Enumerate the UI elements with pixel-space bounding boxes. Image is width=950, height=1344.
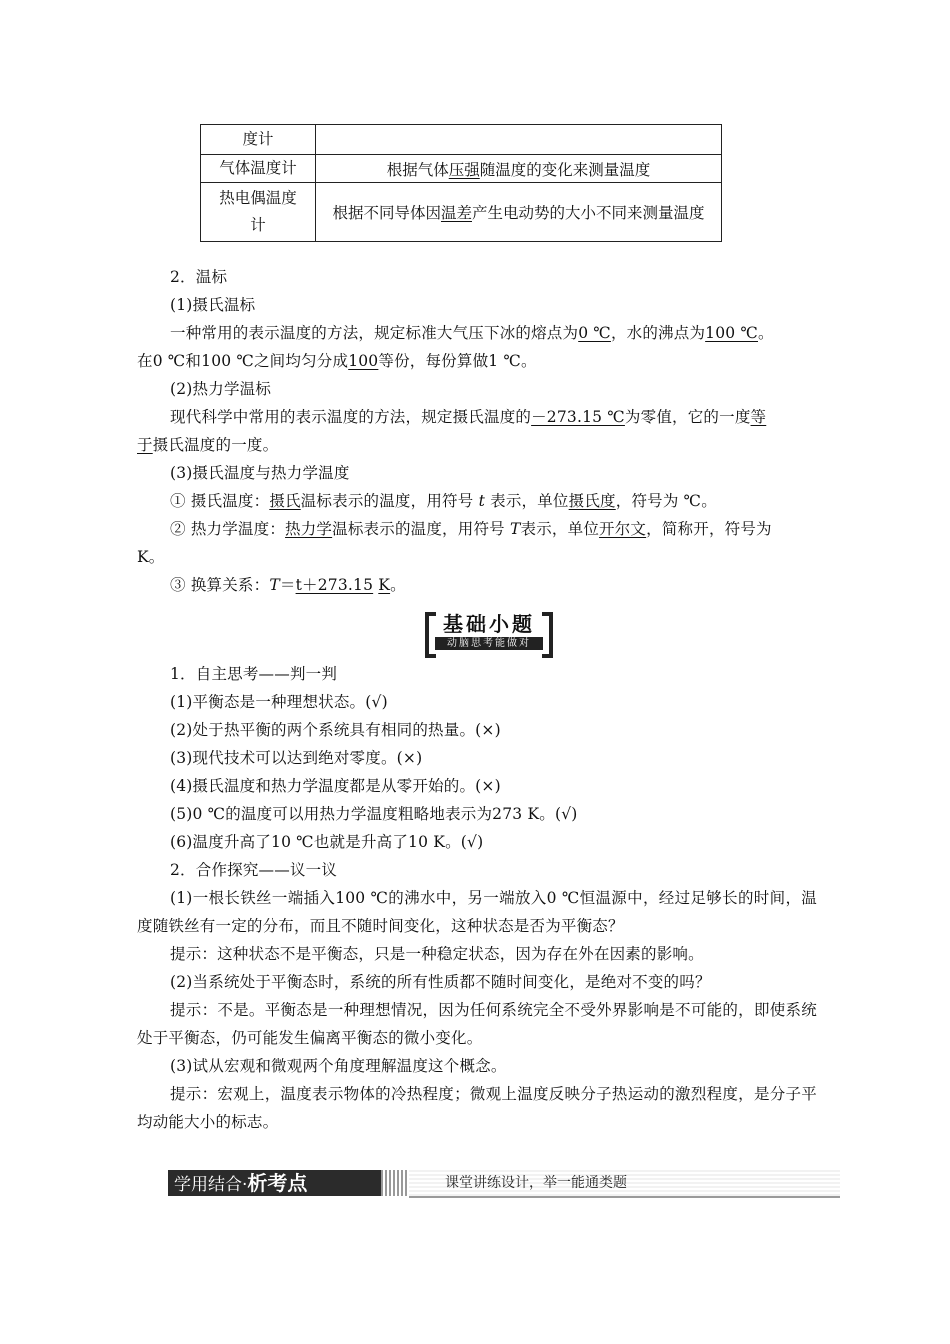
subsection-title: (1)摄氏温标 [170, 296, 256, 314]
table-cell: 根据气体压强随温度的变化来测量温度 [316, 155, 722, 183]
list-item: (6)温度升高了10 ℃也就是升高了10 K。(√) [170, 833, 484, 851]
section-heading: 2．温标 [170, 268, 228, 286]
list-item: (4)摄氏温度和热力学温度都是从零开始的。(×) [170, 777, 501, 795]
badge-title: 基础小题 [443, 612, 535, 636]
paragraph-line: ① 摄氏温度：摄氏温标表示的温度，用符号 t 表示，单位摄氏度，符号为 ℃。 [170, 492, 717, 510]
paragraph-line: 于摄氏温度的一度。 [137, 436, 279, 454]
thermometer-table [200, 124, 722, 242]
question-paragraph: (1)一根长铁丝一端插入100 ℃的沸水中，另一端放入0 ℃恒温源中，经过足够长的时间，温度随铁丝有一定的分布，而且不随时间变化，这种状态是否为平衡态？ [137, 889, 817, 935]
paragraph-line: K。 [137, 548, 165, 566]
banner-caption-area [409, 1170, 840, 1198]
formula-line: ③ 换算关系：T＝t＋273.15 K。 [170, 576, 406, 594]
table-row [201, 183, 722, 242]
paragraph-line: ② 热力学温度：热力学温标表示的温度，用符号 T表示，单位开尔文，简称开，符号为 [170, 520, 772, 538]
table-cell [316, 125, 722, 155]
banner-title: 学用结合·析考点 [168, 1170, 381, 1196]
banner-caption: 课堂讲练设计，举一能通类题 [445, 1175, 627, 1191]
question-paragraph: (3)试从宏观和微观两个角度理解温度这个概念。 [170, 1057, 507, 1075]
subsection-title: (3)摄氏温度与热力学温度 [170, 464, 350, 482]
table-cell: 气体温度计 [201, 155, 316, 183]
hint-paragraph: 提示：这种状态不是平衡态，只是一种稳定状态，因为存在外在因素的影响。 [170, 945, 704, 963]
list-item: (1)平衡态是一种理想状态。(√) [170, 693, 388, 711]
section-banner [168, 1170, 840, 1196]
subsection-title: (2)热力学温标 [170, 380, 272, 398]
hint-paragraph: 提示：不是。平衡态是一种理想情况，因为任何系统完全不受外界影响是不可能的，即使系统处于平衡态，仍可能发生偏离平衡态的微小变化。 [137, 1001, 817, 1047]
section-heading: 1．自主思考——判一判 [170, 665, 338, 683]
badge-subtitle: 动脑思考能做对 [435, 637, 543, 650]
hint-paragraph: 提示：宏观上，温度表示物体的冷热程度；微观上温度反映分子热运动的激烈程度，是分子平均动能大小的标志。 [137, 1085, 817, 1131]
bracket-right [542, 612, 553, 658]
paragraph-line: 一种常用的表示温度的方法，规定标准大气压下冰的熔点为0 ℃，水的沸点为100 ℃。 [170, 324, 774, 342]
table-cell: 热电偶温度计 [201, 183, 316, 242]
list-item: (5)0 ℃的温度可以用热力学温度粗略地表示为273 K。(√) [170, 805, 578, 823]
paragraph-line: 现代科学中常用的表示温度的方法，规定摄氏温度的－273.15 ℃为零值，它的一度等 [170, 408, 767, 426]
section-heading: 2．合作探究——议一议 [170, 861, 338, 879]
table-row [201, 125, 722, 155]
paragraph-line: 在0 ℃和100 ℃之间均匀分成100等份，每份算做1 ℃。 [137, 352, 537, 370]
question-paragraph: (2)当系统处于平衡态时，系统的所有性质都不随时间变化，是绝对不变的吗？ [170, 973, 711, 991]
table-row [201, 155, 722, 183]
table-cell: 根据不同导体因温差产生电动势的大小不同来测量温度 [316, 183, 722, 242]
list-item: (3)现代技术可以达到绝对零度。(×) [170, 749, 423, 767]
list-item: (2)处于热平衡的两个系统具有相同的热量。(×) [170, 721, 501, 739]
section-badge [425, 612, 553, 650]
table-cell: 度计 [201, 125, 316, 155]
banner-stripe [381, 1170, 409, 1196]
